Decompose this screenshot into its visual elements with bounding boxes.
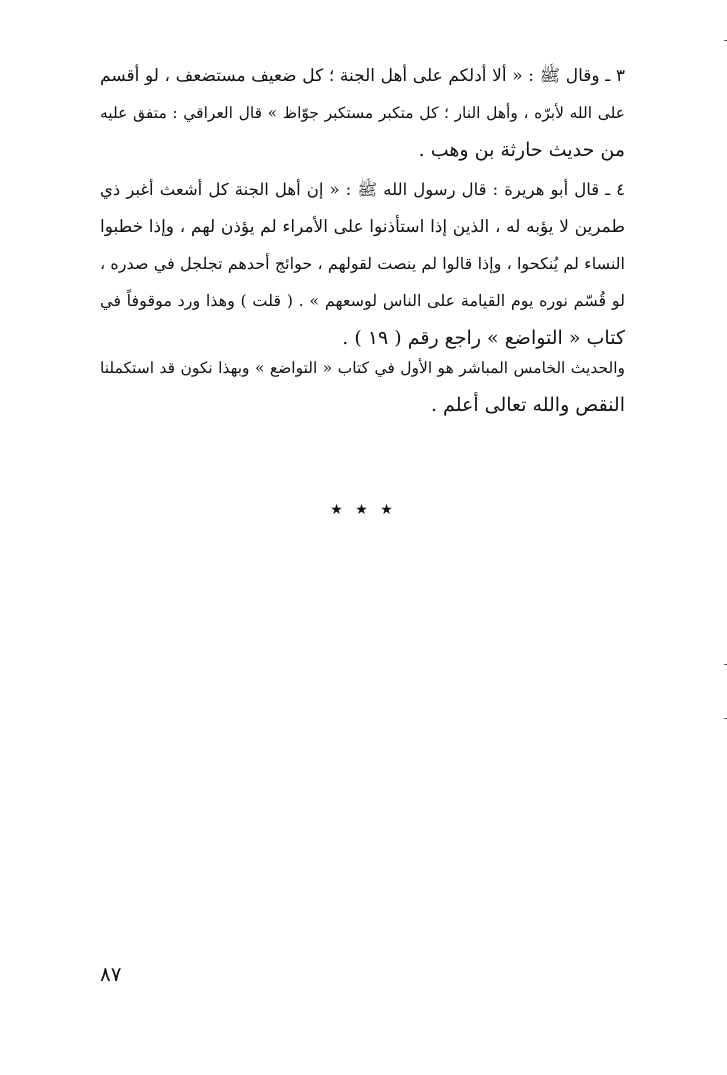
- text-line: ٣ ـ وقال ﷺ : « ألا أدلكم على أهل الجنة ؛ كل ضعيف مستضعف ، لو أقسم: [100, 66, 625, 86]
- text-line: النقص والله تعالى أعلم .: [430, 394, 625, 416]
- page-number: ٨٧: [100, 962, 122, 986]
- text-line: من حديث حارثة بن وهب .: [418, 139, 625, 161]
- text-line: كتاب « التواضع » راجع رقم ( ١٩ ) .: [342, 327, 625, 349]
- text-line: طمرين لا يؤبه له ، الذين إذا استأذنوا على الأمراء لم يؤذن لهم ، وإذا خطبوا: [100, 217, 625, 237]
- text-line: والحديث الخامس المباشر هو الأول في كتاب « التواضع » وبهذا نكون قد استكملنا: [100, 359, 625, 377]
- text-line: ٤ ـ قال أبو هريرة : قال رسول الله ﷺ : « إن أهل الجنة كل أشعث أغبر ذي: [100, 180, 625, 199]
- section-separator: ★ ★ ★: [330, 502, 397, 518]
- text-line: على الله لأبرّه ، وأهل النار ؛ كل متكبر مستكبر جوّاظ » قال العراقي : متفق عليه: [100, 104, 625, 122]
- text-line: لو قُسّم نوره يوم القيامة على الناس لوسعهم » . ( قلت ) وهذا ورد موقوفاً في: [100, 291, 625, 310]
- text-line: النساء لم يُنكحوا ، وإذا قالوا لم ينصت لقولهم ، حوائج أحدهم تجلجل في صدره ،: [100, 254, 625, 273]
